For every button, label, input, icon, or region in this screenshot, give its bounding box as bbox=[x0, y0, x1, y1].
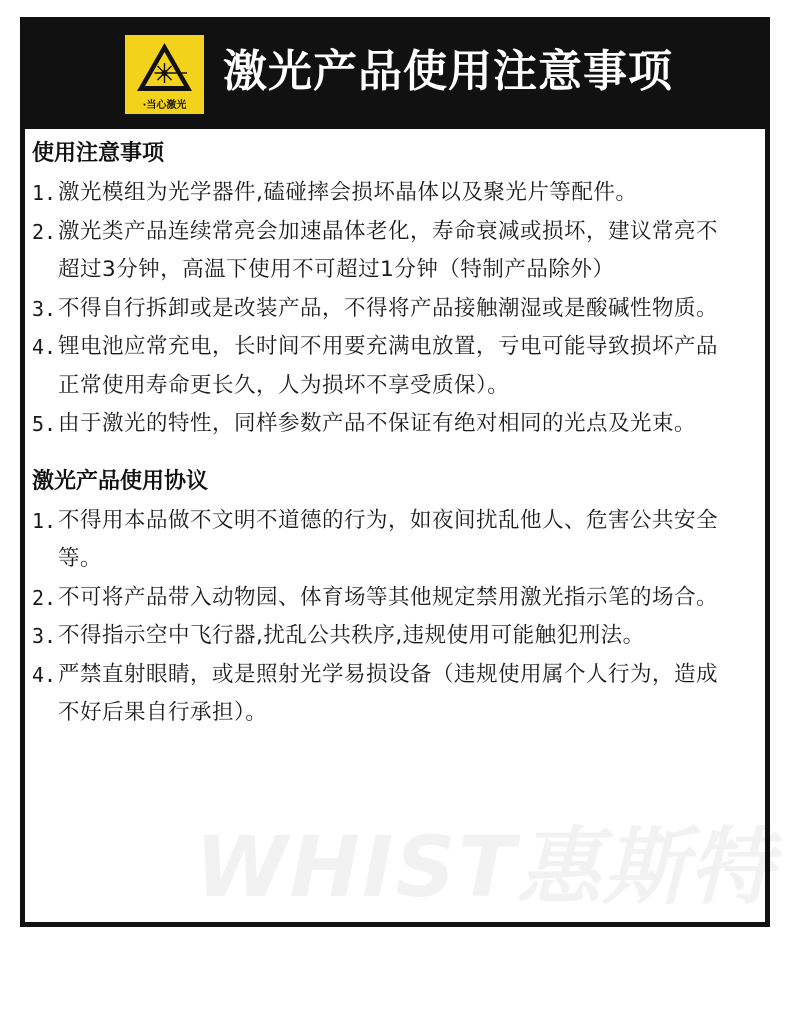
section-title: 激光产品使用协议 bbox=[32, 468, 209, 494]
item-text: 不得用本品做不文明不道德的行为，如夜间扰乱他人、危害公共安全等。 bbox=[58, 507, 719, 571]
list-item bbox=[32, 617, 722, 656]
item-text: 严禁直射眼睛，或是照射光学易损设备（违规使用属个人行为，造成不好后果自行承担）。 bbox=[58, 661, 719, 725]
laser-warning-icon bbox=[135, 41, 194, 93]
list-item bbox=[32, 502, 722, 579]
item-text: 激光类产品连续常亮会加速晶体老化，寿命衰减或损坏，建议常亮不超过3分钟，高温下使用不可超过1分钟（特制产品除外） bbox=[58, 218, 719, 282]
notice-content bbox=[32, 138, 722, 733]
item-number: 2. bbox=[32, 219, 57, 244]
list-item bbox=[32, 174, 722, 213]
item-number: 1. bbox=[32, 181, 57, 205]
item-number: 5. bbox=[32, 412, 57, 436]
item-text: 锂电池应常充电，长时间不用要充满电放置，亏电可能导致损坏产品正常使用寿命更长久，人为损坏不享受质保）。 bbox=[58, 334, 719, 398]
item-number: 1. bbox=[32, 508, 57, 533]
page-title: 激光产品使用注意事项 bbox=[223, 46, 673, 97]
item-number: 4. bbox=[32, 335, 57, 359]
list-item bbox=[32, 290, 722, 329]
section-usage-agreement bbox=[32, 466, 722, 733]
item-number: 3. bbox=[32, 624, 57, 648]
section-usage-precautions bbox=[32, 138, 722, 444]
item-text: 不可将产品带入动物园、体育场等其他规定禁用激光指示笔的场合。 bbox=[58, 584, 719, 610]
list-item bbox=[32, 213, 722, 290]
header-bar bbox=[25, 22, 765, 129]
list-item bbox=[32, 656, 722, 733]
badge-label: ·当心激光 bbox=[142, 100, 187, 111]
item-number: 2. bbox=[32, 585, 57, 610]
list-item bbox=[32, 405, 722, 444]
item-text: 激光模组为光学器件,磕碰摔会损坏晶体以及聚光片等配件。 bbox=[58, 180, 638, 205]
laser-warning-badge bbox=[125, 35, 204, 114]
item-text: 不得自行拆卸或是改装产品，不得将产品接触潮湿或是酸碱性物质。 bbox=[58, 295, 719, 321]
item-number: 4. bbox=[32, 662, 57, 687]
item-text: 不得指示空中飞行器,扰乱公共秩序,违规使用可能触犯刑法。 bbox=[58, 623, 645, 648]
item-text: 由于激光的特性，同样参数产品不保证有绝对相同的光点及光束。 bbox=[58, 411, 697, 436]
item-number: 3. bbox=[32, 296, 57, 321]
list-item bbox=[32, 328, 722, 405]
section-title: 使用注意事项 bbox=[32, 141, 165, 166]
list-item bbox=[32, 579, 722, 618]
